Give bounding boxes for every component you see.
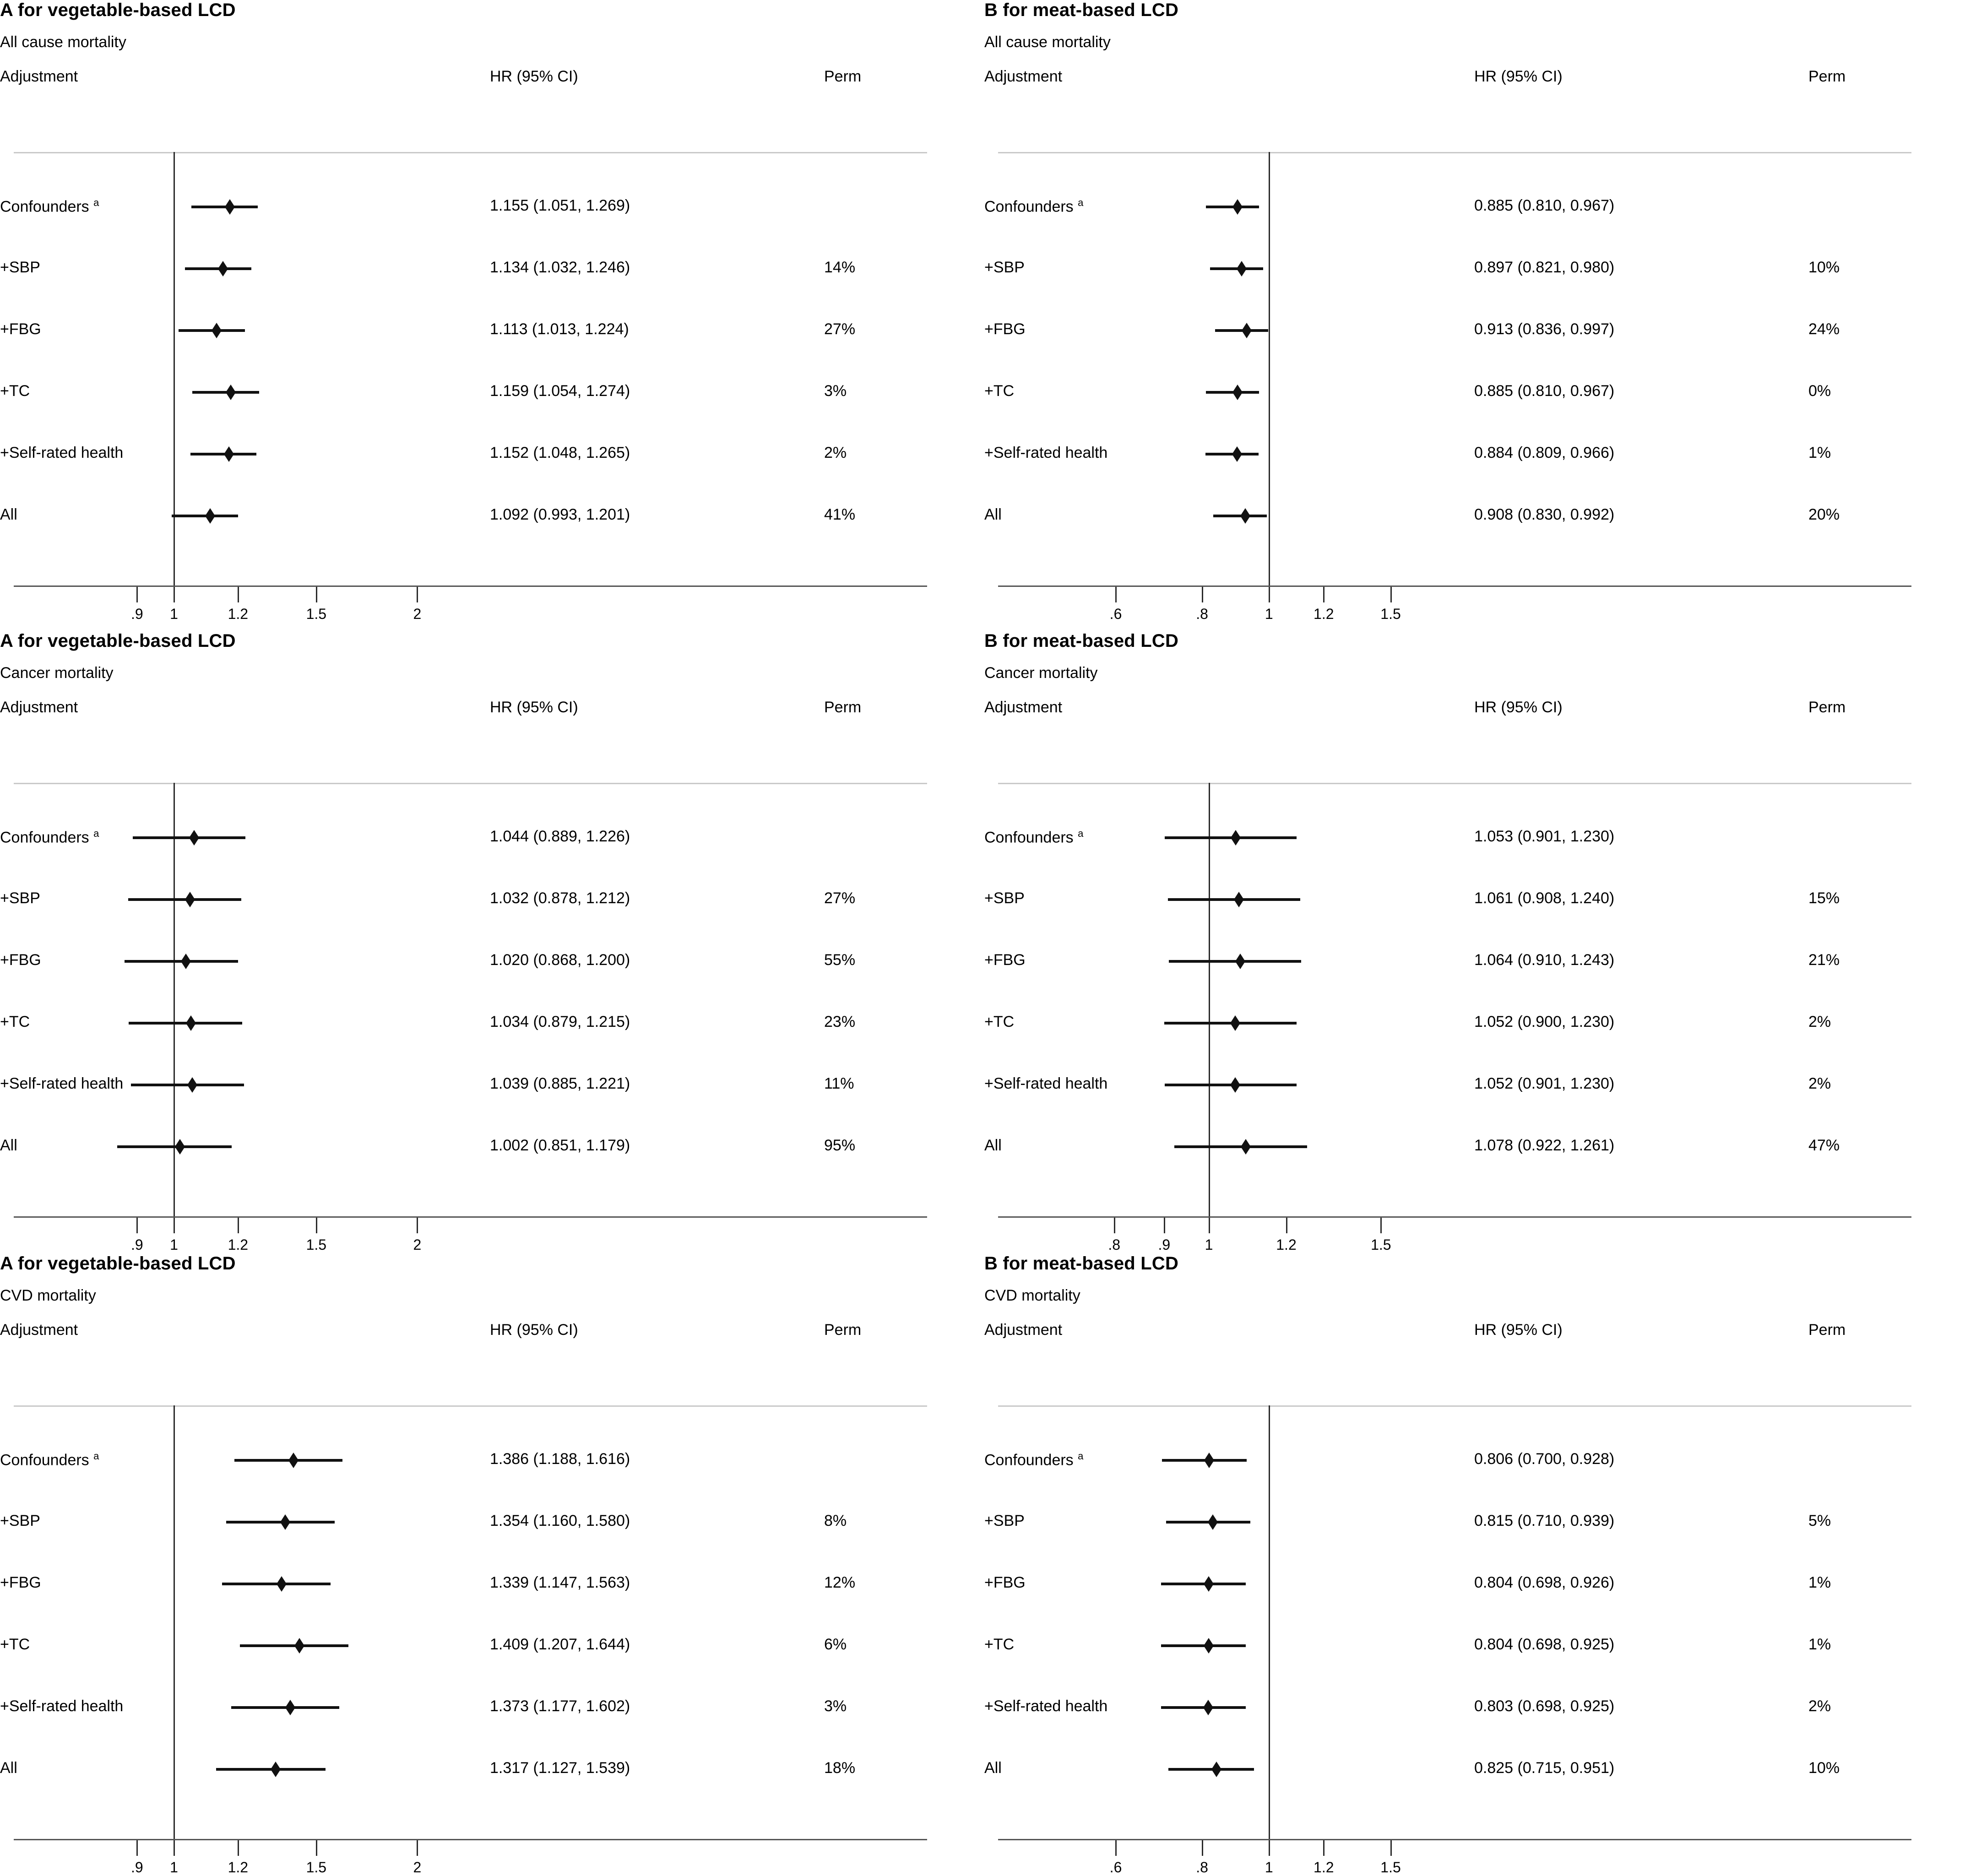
x-axis-tick [174,1218,175,1233]
x-axis-tick-label: 1.2 [228,1859,249,1876]
null-reference-line [174,1405,175,1839]
hr-ci-value-B-cancer-3: 1.052 (0.900, 1.230) [1474,1013,1615,1030]
x-axis-tick [417,587,418,602]
perm-value-B-cvd-2: 1% [1808,1574,1831,1591]
row-label-A-cancer-2: +FBG [0,951,41,969]
row-label-B-allcause-5: All [984,506,1002,523]
x-axis-tick [174,587,175,602]
x-axis-tick-label: .6 [1109,1859,1122,1876]
perm-value-A-allcause-3: 3% [824,382,847,400]
x-axis-tick [1286,1218,1287,1233]
row-label-B-cvd-2: +FBG [984,1574,1026,1591]
x-axis-tick [1323,1840,1324,1856]
plot-area-A-cvd [0,1253,948,1876]
row-label-B-cancer-1: +SBP [984,889,1025,907]
row-label-A-cvd-0: Confounders $^a$ [0,1450,99,1469]
top-rule [14,783,927,784]
row-label-B-allcause-1: +SBP [984,259,1025,276]
header-adjustment: Adjustment [984,1321,1063,1339]
perm-value-B-allcause-4: 1% [1808,444,1831,461]
row-label-A-allcause-4: +Self-rated health [0,444,124,461]
perm-value-B-cvd-5: 10% [1808,1759,1840,1777]
x-axis-line [998,1216,1911,1218]
header-hr-ci: HR (95% CI) [1474,699,1563,716]
x-axis-tick [1269,587,1270,602]
x-axis-tick-label: 1.2 [228,1236,249,1253]
x-axis-tick [238,1840,239,1856]
row-label-A-cancer-1: +SBP [0,889,40,907]
forest-panel-A-cvd [0,1253,948,1876]
row-label-A-cancer-4: +Self-rated health [0,1075,124,1092]
hr-ci-value-A-cvd-3: 1.409 (1.207, 1.644) [490,1636,630,1653]
perm-value-B-cancer-5: 47% [1808,1137,1840,1154]
x-axis-tick [1269,1840,1270,1856]
perm-value-A-allcause-2: 27% [824,320,856,338]
panel-title-B-allcause: B for meat-based LCD [984,0,1179,20]
hr-ci-value-A-cancer-1: 1.032 (0.878, 1.212) [490,889,630,907]
x-axis-tick [1323,587,1324,602]
header-adjustment: Adjustment [0,699,78,716]
hr-ci-value-A-cancer-4: 1.039 (0.885, 1.221) [490,1075,630,1092]
x-axis-tick-label: 1 [170,1236,178,1253]
x-axis-tick [417,1218,418,1233]
hr-ci-value-A-cancer-5: 1.002 (0.851, 1.179) [490,1137,630,1154]
row-label-A-cvd-4: +Self-rated health [0,1697,124,1715]
x-axis-tick-label: 1.5 [1380,606,1401,622]
header-adjustment: Adjustment [984,699,1063,716]
panel-title-A-cvd: A for vegetable-based LCD [0,1253,236,1274]
x-axis-line [14,1216,927,1218]
hr-ci-value-B-allcause-2: 0.913 (0.836, 0.997) [1474,320,1615,338]
x-axis-tick-label: .9 [130,1236,143,1253]
x-axis-tick [316,1840,317,1856]
perm-value-B-cancer-1: 15% [1808,889,1840,907]
hr-ci-value-A-cvd-0: 1.386 (1.188, 1.616) [490,1450,630,1468]
panel-subtitle-B-cvd: CVD mortality [984,1287,1080,1304]
x-axis-tick [136,587,138,602]
row-label-A-allcause-2: +FBG [0,320,41,338]
footnote-marker: a [1078,197,1084,208]
perm-value-A-cancer-2: 55% [824,951,856,969]
hr-ci-value-A-cvd-2: 1.339 (1.147, 1.563) [490,1574,630,1591]
row-label-B-cvd-0: Confounders $^a$ [984,1450,1084,1469]
hr-ci-value-A-allcause-2: 1.113 (1.013, 1.224) [490,320,629,338]
hr-ci-value-B-allcause-0: 0.885 (0.810, 0.967) [1474,197,1615,214]
x-axis-tick-label: 1.5 [306,1236,327,1253]
hr-ci-value-A-cvd-5: 1.317 (1.127, 1.539) [490,1759,630,1777]
x-axis-tick-label: 1 [170,606,178,622]
header-adjustment: Adjustment [984,68,1063,85]
x-axis-tick-label: 1 [170,1859,178,1876]
row-label-A-cvd-1: +SBP [0,1512,40,1529]
x-axis-tick [316,1218,317,1233]
perm-value-A-cvd-3: 6% [824,1636,847,1653]
row-label-B-cancer-2: +FBG [984,951,1026,969]
header-perm: Perm [1808,1321,1846,1339]
header-perm: Perm [824,68,862,85]
row-label-B-cancer-4: +Self-rated health [984,1075,1108,1092]
perm-value-B-cancer-2: 21% [1808,951,1840,969]
forest-panel-B-cancer [984,631,1932,1253]
x-axis-tick-label: 2 [413,1236,422,1253]
row-label-B-cvd-3: +TC [984,1636,1015,1653]
x-axis-tick-label: 1.2 [228,606,249,622]
perm-value-A-allcause-5: 41% [824,506,856,523]
perm-value-B-cvd-4: 2% [1808,1697,1831,1715]
row-label-B-cvd-4: +Self-rated health [984,1697,1108,1715]
hr-ci-value-A-allcause-0: 1.155 (1.051, 1.269) [490,197,630,214]
panel-title-A-cancer: A for vegetable-based LCD [0,631,236,651]
x-axis-tick-label: .9 [130,606,143,622]
hr-ci-value-B-cancer-0: 1.053 (0.901, 1.230) [1474,828,1615,845]
hr-ci-value-B-allcause-5: 0.908 (0.830, 0.992) [1474,506,1615,523]
x-axis-tick [1115,1840,1117,1856]
hr-ci-value-A-allcause-3: 1.159 (1.054, 1.274) [490,382,630,400]
x-axis-tick-label: .9 [1158,1236,1171,1253]
x-axis-tick-label: 1.2 [1314,606,1334,622]
panel-title-B-cvd: B for meat-based LCD [984,1253,1179,1274]
x-axis-tick [1202,587,1203,602]
x-axis-tick-label: .8 [1196,606,1208,622]
forest-panel-B-allcause [984,0,1932,623]
header-hr-ci: HR (95% CI) [490,1321,578,1339]
row-label-A-cancer-3: +TC [0,1013,30,1030]
hr-ci-value-B-allcause-3: 0.885 (0.810, 0.967) [1474,382,1615,400]
hr-ci-value-B-allcause-4: 0.884 (0.809, 0.966) [1474,444,1615,461]
row-label-A-cancer-0: Confounders $^a$ [0,828,99,846]
perm-value-A-cancer-4: 11% [824,1075,854,1092]
top-rule [998,783,1911,784]
perm-value-B-cancer-3: 2% [1808,1013,1831,1030]
row-label-A-cvd-2: +FBG [0,1574,41,1591]
perm-value-A-cancer-3: 23% [824,1013,856,1030]
header-perm: Perm [1808,699,1846,716]
plot-area-B-cancer [984,631,1932,1253]
hr-ci-value-B-cvd-3: 0.804 (0.698, 0.925) [1474,1636,1615,1653]
perm-value-B-allcause-3: 0% [1808,382,1831,400]
x-axis-tick [174,1840,175,1856]
row-label-B-allcause-4: +Self-rated health [984,444,1108,461]
row-label-B-allcause-3: +TC [984,382,1015,400]
footnote-marker: a [93,197,99,208]
plot-area-A-cancer [0,631,948,1253]
perm-value-B-cancer-4: 2% [1808,1075,1831,1092]
panel-subtitle-A-cvd: CVD mortality [0,1287,96,1304]
hr-ci-value-B-cancer-4: 1.052 (0.901, 1.230) [1474,1075,1615,1092]
perm-value-B-allcause-1: 10% [1808,259,1840,276]
x-axis-tick-label: 1.5 [306,1859,327,1876]
perm-value-A-cvd-4: 3% [824,1697,847,1715]
panel-subtitle-A-cancer: Cancer mortality [0,664,114,682]
x-axis-tick [1115,587,1117,602]
hr-ci-value-B-cancer-5: 1.078 (0.922, 1.261) [1474,1137,1615,1154]
x-axis-line [14,1839,927,1840]
row-label-A-allcause-0: Confounders $^a$ [0,197,99,216]
row-label-A-cvd-3: +TC [0,1636,30,1653]
row-label-A-cancer-5: All [0,1137,17,1154]
hr-ci-value-B-cvd-0: 0.806 (0.700, 0.928) [1474,1450,1615,1468]
row-label-B-cancer-5: All [984,1137,1002,1154]
header-hr-ci: HR (95% CI) [490,68,578,85]
row-label-A-allcause-1: +SBP [0,259,40,276]
header-perm: Perm [824,699,862,716]
x-axis-tick-label: 1.5 [1371,1236,1391,1253]
forest-panel-A-allcause [0,0,948,623]
row-label-B-allcause-0: Confounders $^a$ [984,197,1084,216]
panel-subtitle-A-allcause: All cause mortality [0,33,126,51]
x-axis-tick [238,1218,239,1233]
top-rule [998,1405,1911,1407]
plot-area-B-allcause [984,0,1932,622]
row-label-A-cvd-5: All [0,1759,17,1777]
x-axis-tick [316,587,317,602]
hr-ci-value-A-allcause-5: 1.092 (0.993, 1.201) [490,506,630,523]
hr-ci-value-B-cvd-5: 0.825 (0.715, 0.951) [1474,1759,1615,1777]
row-label-B-cvd-1: +SBP [984,1512,1025,1529]
plot-area-B-cvd [984,1253,1932,1876]
footnote-marker: a [1078,828,1084,839]
hr-ci-value-B-cvd-4: 0.803 (0.698, 0.925) [1474,1697,1615,1715]
x-axis-tick-label: 1.5 [1380,1859,1401,1876]
x-axis-tick-label: 1.2 [1276,1236,1297,1253]
top-rule [998,152,1911,153]
perm-value-A-allcause-4: 2% [824,444,847,461]
panel-subtitle-B-cancer: Cancer mortality [984,664,1098,682]
perm-value-A-cvd-1: 8% [824,1512,847,1529]
panel-title-A-allcause: A for vegetable-based LCD [0,0,236,20]
perm-value-A-cancer-1: 27% [824,889,856,907]
hr-ci-value-A-allcause-1: 1.134 (1.032, 1.246) [490,259,630,276]
top-rule [14,152,927,153]
x-axis-tick-label: 2 [413,1859,422,1876]
x-axis-line [14,586,927,587]
x-axis-tick-label: .8 [1196,1859,1208,1876]
x-axis-tick-label: .8 [1108,1236,1120,1253]
x-axis-tick [1114,1218,1115,1233]
perm-value-B-allcause-5: 20% [1808,506,1840,523]
header-perm: Perm [1808,68,1846,85]
header-perm: Perm [824,1321,862,1339]
null-reference-line [1269,1405,1270,1839]
header-hr-ci: HR (95% CI) [1474,68,1563,85]
row-label-B-cvd-5: All [984,1759,1002,1777]
row-label-B-cancer-0: Confounders $^a$ [984,828,1084,846]
hr-ci-value-A-cancer-2: 1.020 (0.868, 1.200) [490,951,630,969]
header-adjustment: Adjustment [0,1321,78,1339]
x-axis-line [998,1839,1911,1840]
x-axis-tick-label: 1.2 [1314,1859,1334,1876]
x-axis-tick-label: 1 [1205,1236,1213,1253]
hr-ci-value-A-cancer-0: 1.044 (0.889, 1.226) [490,828,630,845]
hr-ci-value-B-cvd-1: 0.815 (0.710, 0.939) [1474,1512,1615,1529]
panel-subtitle-B-allcause: All cause mortality [984,33,1111,51]
hr-ci-value-A-cancer-3: 1.034 (0.879, 1.215) [490,1013,630,1030]
top-rule [14,1405,927,1407]
perm-value-B-cvd-1: 5% [1808,1512,1831,1529]
hr-ci-value-B-cancer-1: 1.061 (0.908, 1.240) [1474,889,1615,907]
hr-ci-value-B-cvd-2: 0.804 (0.698, 0.926) [1474,1574,1615,1591]
forest-panel-A-cancer [0,631,948,1253]
header-hr-ci: HR (95% CI) [1474,1321,1563,1339]
hr-ci-value-A-allcause-4: 1.152 (1.048, 1.265) [490,444,630,461]
hr-ci-value-B-cancer-2: 1.064 (0.910, 1.243) [1474,951,1615,969]
perm-value-A-cvd-2: 12% [824,1574,856,1591]
perm-value-B-allcause-2: 24% [1808,320,1840,338]
x-axis-tick [1209,1218,1210,1233]
x-axis-tick [417,1840,418,1856]
x-axis-tick [1390,587,1392,602]
x-axis-tick-label: .6 [1109,606,1122,622]
x-axis-tick [136,1840,138,1856]
null-reference-line [1269,152,1270,586]
row-label-A-allcause-5: All [0,506,17,523]
x-axis-tick [238,587,239,602]
x-axis-tick [1390,1840,1392,1856]
x-axis-tick [1380,1218,1382,1233]
footnote-marker: a [93,1450,99,1462]
header-hr-ci: HR (95% CI) [490,699,578,716]
x-axis-line [998,586,1911,587]
perm-value-A-allcause-1: 14% [824,259,856,276]
plot-area-A-allcause [0,0,948,622]
perm-value-A-cvd-5: 18% [824,1759,856,1777]
x-axis-tick-label: 1 [1265,1859,1273,1876]
panel-title-B-cancer: B for meat-based LCD [984,631,1179,651]
perm-value-B-cvd-3: 1% [1808,1636,1831,1653]
hr-ci-value-A-cvd-4: 1.373 (1.177, 1.602) [490,1697,630,1715]
null-reference-line [174,152,175,586]
row-label-A-allcause-3: +TC [0,382,30,400]
forest-panel-B-cvd [984,1253,1932,1876]
footnote-marker: a [1078,1450,1084,1462]
hr-ci-value-B-allcause-1: 0.897 (0.821, 0.980) [1474,259,1615,276]
perm-value-A-cancer-5: 95% [824,1137,856,1154]
x-axis-tick-label: 2 [413,606,422,622]
x-axis-tick-label: 1 [1265,606,1273,622]
x-axis-tick [1202,1840,1203,1856]
null-reference-line [1209,783,1210,1216]
row-label-B-cancer-3: +TC [984,1013,1015,1030]
x-axis-tick [1164,1218,1165,1233]
row-label-B-allcause-2: +FBG [984,320,1026,338]
x-axis-tick-label: .9 [130,1859,143,1876]
x-axis-tick [136,1218,138,1233]
footnote-marker: a [93,828,99,839]
hr-ci-value-A-cvd-1: 1.354 (1.160, 1.580) [490,1512,630,1529]
header-adjustment: Adjustment [0,68,78,85]
x-axis-tick-label: 1.5 [306,606,327,622]
